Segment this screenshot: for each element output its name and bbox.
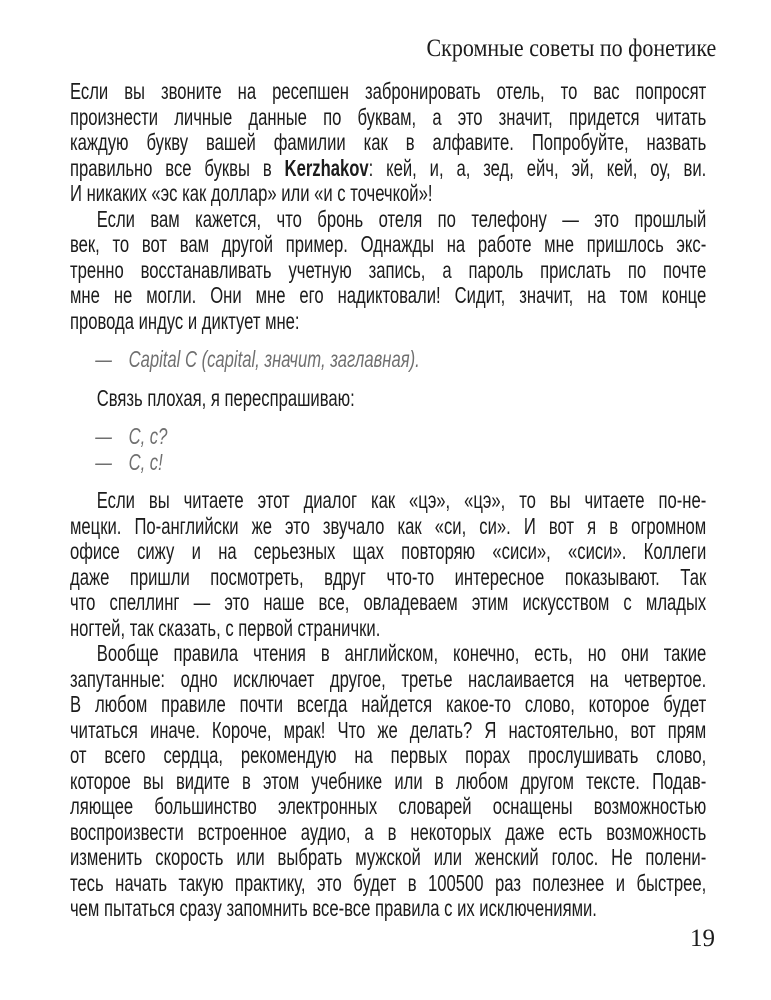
text-line: И никаких «эс как доллар» или «и с точечкой»! xyxy=(70,180,433,206)
dialog-block xyxy=(70,424,706,475)
running-header: Скромные советы по фонетике xyxy=(426,35,716,62)
page-number: 19 xyxy=(690,925,715,952)
text-body xyxy=(70,79,706,922)
text-line: век, то вот вам другой пример. Однажды на работе мне пришлось экс- xyxy=(70,231,707,257)
text-line: Если вы звоните на ресепшен забронировать отель, то вас попросят xyxy=(70,78,707,104)
text-line: провода индус и диктует мне: xyxy=(70,307,300,334)
text-line: от всего сердца, рекомендую на первых порах прослушивать слово, xyxy=(70,742,707,768)
text-line: чем пытаться сразу запомнить все-все правила с их исключениями. xyxy=(70,895,597,921)
text-line: ляющее большинство электронных словарей оснащены возможностью xyxy=(70,793,707,819)
text-line: изменить скорость или выбрать мужской или женский голос. Не полени- xyxy=(70,844,707,870)
paragraph xyxy=(70,641,706,922)
text-line: которое вы видите в этом учебнике или в любом другом тексте. Подав- xyxy=(70,767,707,794)
paragraph xyxy=(70,386,706,412)
dialog-line: — C, c? xyxy=(95,423,168,449)
text-line: воспроизвести встроенное аудио, а в некоторых даже есть возможность xyxy=(70,818,707,845)
text-line: Если вы читаете этот диалог как «цэ», «цэ», то вы читаете по-не- xyxy=(96,487,707,513)
text-line: Связь плохая, я переспрашиваю: xyxy=(96,384,355,411)
text-line: мне не могли. Они мне его надиктовали! Сидит, значит, на том конце xyxy=(70,282,707,308)
text-line: Если вам кажется, что бронь отеля по телефону — это прошлый xyxy=(96,205,707,232)
text-line: ногтей, так сказать, с первой странички. xyxy=(70,614,381,641)
paragraph xyxy=(70,79,706,207)
paragraph xyxy=(70,207,706,335)
text-line: запутанные: одно исключает другое, третье наслаивается на четвертое. xyxy=(70,665,707,692)
dialog-block xyxy=(70,347,706,373)
dialog-line: — C, c! xyxy=(95,448,163,475)
dialog-line: — Capital C (capital, значит, заглавная). xyxy=(95,346,420,372)
text-line: даже пришли посмотреть, вдруг что-то интересное показывают. Так xyxy=(70,563,707,590)
paragraph xyxy=(70,488,706,641)
text-line: читаться иначе. Короче, мрак! Что же делать? Я настоятельно, вот прям xyxy=(70,716,707,743)
text-line: офисе сижу и на серьезных щах повторяю «сиси», «сиси». Коллеги xyxy=(70,538,707,564)
text-line: каждую букву вашей фамилии как в алфавите. Попробуйте, назвать xyxy=(70,129,707,155)
text-line: В любом правиле почти всегда найдется какое-то слово, которое будет xyxy=(70,691,707,717)
text-line: мецки. По-английски же это звучало как «си, си». И вот я в огромном xyxy=(70,512,707,539)
text-line: Вообще правила чтения в английском, конечно, есть, но они такие xyxy=(96,640,707,666)
text-line: тренно восстанавливать учетную запись, а пароль прислать по почте xyxy=(70,256,707,283)
text-line: что спеллинг — это наше все, овладеваем этим искусством с младых xyxy=(70,589,707,615)
text-line: произнести личные данные по буквам, а это значит, придется читать xyxy=(70,103,707,130)
text-line: правильно все буквы в Kerzhakov: кей, и, а, зед, ейч, эй, кей, оу, ви. xyxy=(70,154,707,181)
text-line: тесь начать такую практику, это будет в 100500 раз полезнее и быстрее, xyxy=(70,869,707,896)
bold-text: Kerzhakov xyxy=(284,154,369,181)
